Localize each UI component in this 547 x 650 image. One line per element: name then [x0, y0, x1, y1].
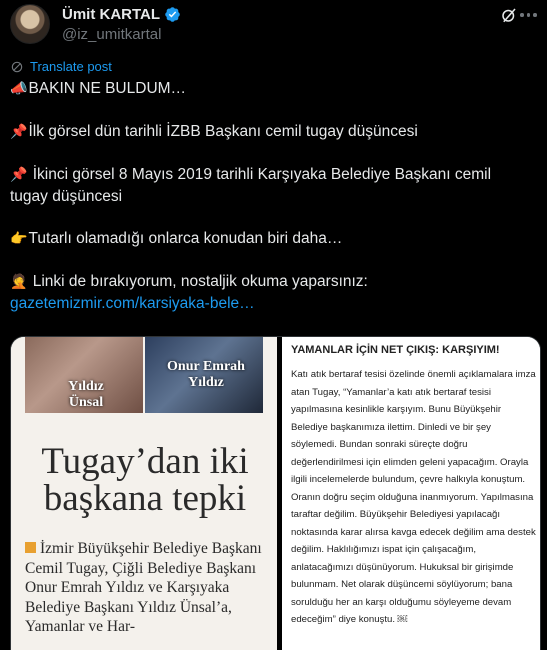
megaphone-icon: 📣 — [10, 81, 28, 97]
post-link[interactable]: gazetemizmir.com/karsiyaka-bele… — [10, 295, 255, 312]
post-line: 📣BAKIN NE BULDUM… — [10, 78, 530, 100]
translate-label[interactable]: Translate post — [30, 59, 112, 74]
pushpin-icon: 📌 — [10, 167, 28, 183]
post-line: 🤦 Linki de bırakıyorum, nostaljik okuma yaparsınız: — [10, 271, 530, 293]
post-header — [10, 4, 540, 48]
translate-icon — [10, 60, 24, 74]
newspaper-clipping-image[interactable] — [11, 337, 277, 650]
article-text-image[interactable] — [282, 337, 541, 650]
author-name[interactable]: Ümit KARTAL — [62, 6, 161, 23]
author-handle[interactable]: @iz_umitkartal — [62, 26, 162, 43]
translate-post-link[interactable] — [10, 59, 112, 74]
more-options-icon[interactable] — [520, 12, 540, 18]
pushpin-icon: 📌 — [10, 124, 28, 140]
article-body: Katı atık bertaraf tesisi özelinde önemli açıklamalara imza atan Tugay, “Yamanlar’a katı atık bertaraf tesisi yapılmasına kesinlikle karşıyım. Bunu Büyükşehir Belediye başkanımıza ilettim. Dinledi ve bir şey söylemedi. Bundan sonraki süreçte doğru değerlendirilmesi için elimden geleni yapacağım. Orayla ilgili incelemelerde bulundum, çevre halkıyla konuştum. Oranın doğru seçim olduğuna inanmıyorum. Yapılmasına taraftar değilim. Büyükşehir Belediyesi yapılacağı noktasında karar alırsa kavga edecek değilim ama destek değilim. Haklılığımızı ispat için çalışacağım, anlatacağımızı düşünüyorum. Hukuksal bir girişimde bulunmam. Net olarak düşüncemi söylüyorum; bana sorulduğu her an karşı olduğumu söyleyeme devam edeceğim” diye konuştu. ￼ — [291, 369, 536, 625]
facepalm-icon: 🤦 — [10, 274, 28, 290]
grok-icon[interactable] — [500, 6, 518, 24]
post-line: 📌 İkinci görsel 8 Mayıs 2019 tarihli Karşıyaka Belediye Başkanı cemil tugay düşüncesi — [10, 166, 492, 205]
article-title: YAMANLAR İÇİN NET ÇIKIŞ: KARŞIYIM! — [291, 344, 500, 356]
verified-badge-icon — [164, 6, 181, 23]
photo-label-b: Onur Emrah Yıldız — [167, 359, 245, 390]
avatar[interactable] — [10, 4, 50, 44]
post-text — [10, 78, 530, 314]
media-grid[interactable] — [10, 336, 541, 650]
photo-label-a: Yıldız Ünsal — [68, 379, 104, 410]
author-row — [62, 6, 181, 23]
newspaper-headline: Tugay’dan iki başkana tepki — [41, 441, 249, 519]
newspaper-body: İzmir Büyükşehir Belediye Başkanı Cemil Tugay, Çiğli Belediye Başkanı Onur Emrah Yıldız ve Karşıyaka Belediye Başkanı Yıldız Ünsal’a, Yamanlar ve Har- — [25, 540, 262, 635]
pointing-hand-icon: 👉 — [10, 231, 28, 247]
post-line: 📌İlk görsel dün tarihli İZBB Başkanı cemil tugay düşüncesi — [10, 121, 530, 143]
bullet-square-icon — [25, 542, 36, 553]
post-line: 👉Tutarlı olamadığı onlarca konudan biri daha… — [10, 228, 530, 250]
